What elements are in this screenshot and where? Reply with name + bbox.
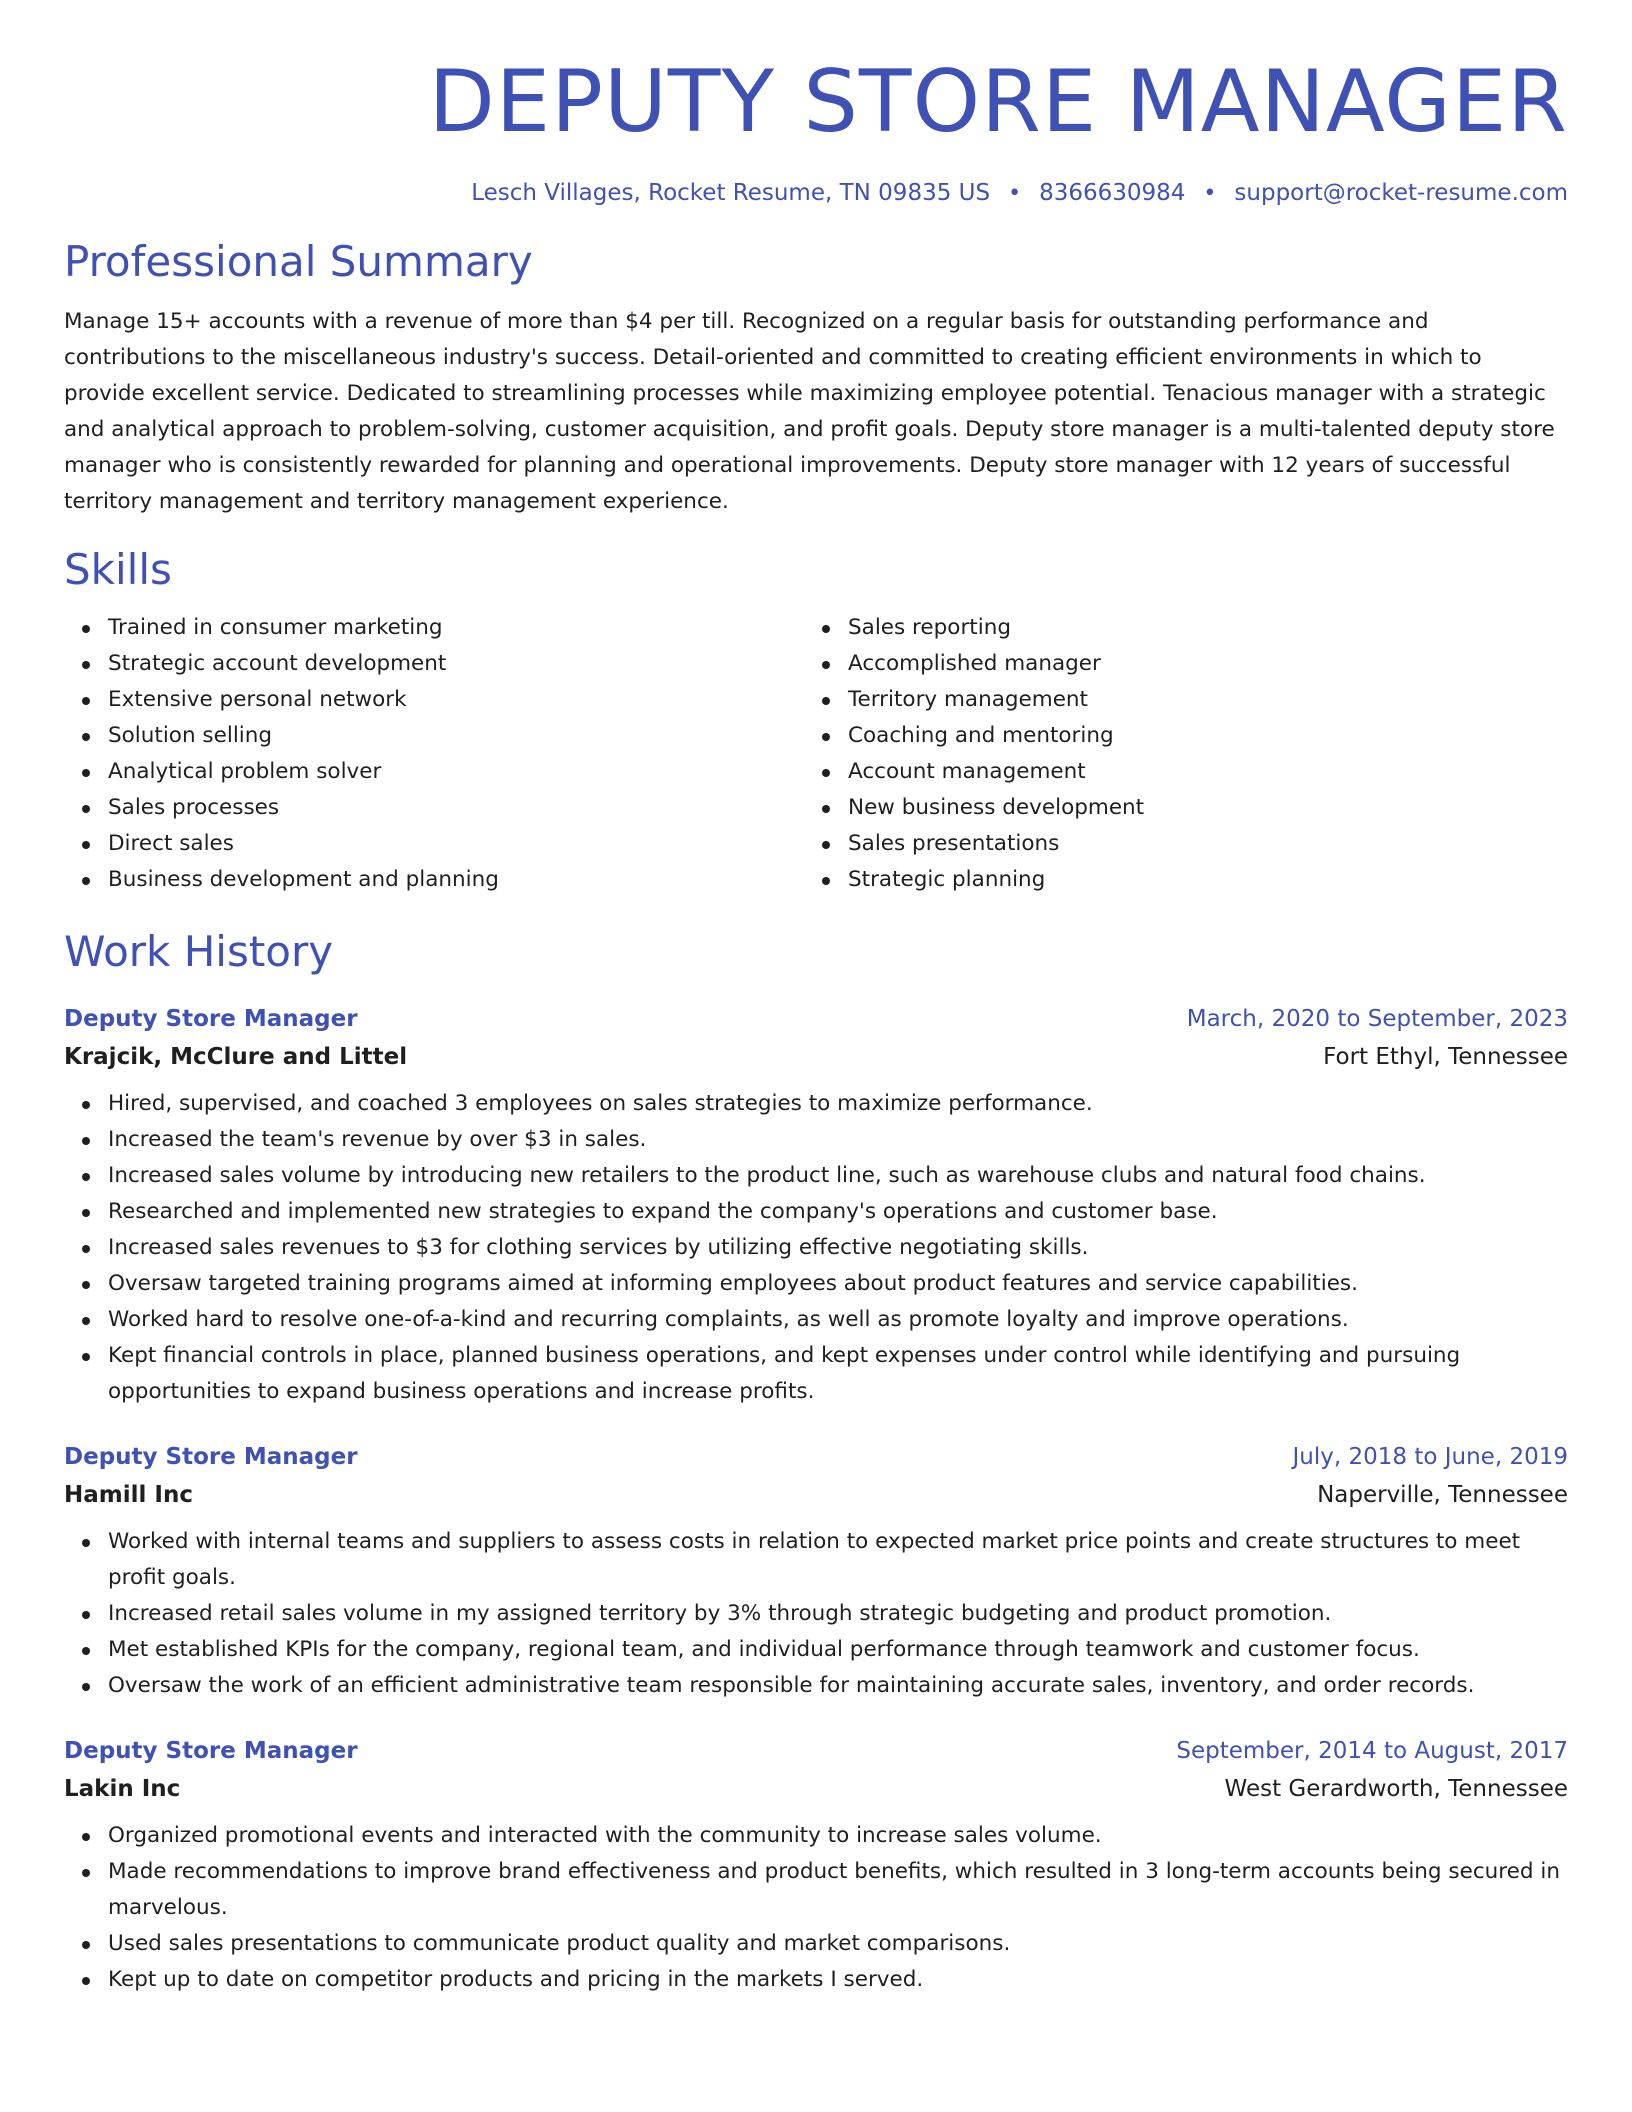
job-bullets <box>64 1818 1568 1998</box>
job-dates: September, 2014 to August, 2017 <box>1176 1738 1568 1764</box>
job-title: Deputy Store Manager <box>64 1006 358 1032</box>
skill-item: Account management <box>848 754 1544 790</box>
job-bullet: Hired, supervised, and coached 3 employees on sales strategies to maximize performance. <box>108 1086 1568 1122</box>
job-bullet: Used sales presentations to communicate product quality and market comparisons. <box>108 1926 1568 1962</box>
separator-dot: • <box>1203 180 1217 206</box>
job-entry <box>64 1000 1568 1410</box>
job-location: Naperville, Tennessee <box>1317 1482 1568 1508</box>
job-company-row <box>64 1770 1568 1808</box>
resume-header <box>64 0 1568 206</box>
job-location: West Gerardworth, Tennessee <box>1224 1776 1568 1802</box>
job-dates: March, 2020 to September, 2023 <box>1186 1006 1568 1032</box>
job-bullet: Researched and implemented new strategies to expand the company's operations and customer base. <box>108 1194 1568 1230</box>
job-bullet: Increased sales volume by introducing new retailers to the product line, such as warehouse clubs and natural food chains. <box>108 1158 1568 1194</box>
skill-item: Accomplished manager <box>848 646 1544 682</box>
job-bullet: Oversaw the work of an efficient administrative team responsible for maintaining accurate sales, inventory, and order records. <box>108 1668 1568 1704</box>
summary-text: Manage 15+ accounts with a revenue of more than $4 per till. Recognized on a regular basis for outstanding performance and contributions to the miscellaneous industry's success. Detail-oriented and committed to creating efficient environments in which to provide excellent service. Dedicated to streamlining processes while maximizing employee potential. Tenacious manager with a strategic and analytical approach to problem-solving, customer acquisition, and profit goals. Deputy store manager is a multi-talented deputy store manager who is consistently rewarded for planning and operational improvements. Deputy store manager with 12 years of successful territory management and territory management experience. <box>64 309 1555 514</box>
job-bullet: Met established KPIs for the company, regional team, and individual performance through teamwork and customer focus. <box>108 1632 1568 1668</box>
job-bullets <box>64 1086 1568 1410</box>
skills-column-right <box>804 610 1544 898</box>
job-title: Deputy Store Manager <box>64 1738 358 1764</box>
skills-list <box>64 610 1568 898</box>
contact-email[interactable]: support@rocket-resume.com <box>1234 180 1568 206</box>
skills-column-left <box>64 610 804 898</box>
contact-phone[interactable]: 8366630984 <box>1039 180 1186 206</box>
skill-item: Direct sales <box>108 826 804 862</box>
job-company: Krajcik, McClure and Littel <box>64 1044 408 1070</box>
skill-item: Sales reporting <box>848 610 1544 646</box>
job-bullet: Kept up to date on competitor products and pricing in the markets I served. <box>108 1962 1568 1998</box>
job-company-row <box>64 1038 1568 1076</box>
skill-item: Trained in consumer marketing <box>108 610 804 646</box>
skill-item: Strategic account development <box>108 646 804 682</box>
job-entry <box>64 1732 1568 1998</box>
job-company: Lakin Inc <box>64 1776 181 1802</box>
job-location: Fort Ethyl, Tennessee <box>1323 1044 1568 1070</box>
candidate-title: DEPUTY STORE MANAGER <box>428 52 1568 152</box>
work-history-heading: Work History <box>64 927 334 976</box>
job-title: Deputy Store Manager <box>64 1444 358 1470</box>
skill-item: Sales processes <box>108 790 804 826</box>
skill-item: Territory management <box>848 682 1544 718</box>
skill-item: Business development and planning <box>108 862 804 898</box>
job-bullet: Oversaw targeted training programs aimed at informing employees about product features and service capabilities. <box>108 1266 1568 1302</box>
job-bullet: Worked with internal teams and suppliers to assess costs in relation to expected market price points and create structures to meet profit goals. <box>108 1524 1568 1596</box>
summary-heading: Professional Summary <box>64 237 533 286</box>
job-header-row <box>64 1438 1568 1476</box>
job-bullet: Organized promotional events and interacted with the community to increase sales volume. <box>108 1818 1568 1854</box>
job-dates: July, 2018 to June, 2019 <box>1292 1444 1568 1470</box>
job-bullet: Increased the team's revenue by over $3 in sales. <box>108 1122 1568 1158</box>
job-bullet: Kept financial controls in place, planned business operations, and kept expenses under control while identifying and pursuing opportunities to expand business operations and increase profits. <box>108 1338 1568 1410</box>
skill-item: New business development <box>848 790 1544 826</box>
contact-address: Lesch Villages, Rocket Resume, TN 09835 US <box>471 180 991 206</box>
job-bullet: Worked hard to resolve one-of-a-kind and recurring complaints, as well as promote loyalty and improve operations. <box>108 1302 1568 1338</box>
skill-item: Extensive personal network <box>108 682 804 718</box>
job-bullet: Made recommendations to improve brand effectiveness and product benefits, which resulted in 3 long-term accounts being secured in marvelous. <box>108 1854 1568 1926</box>
job-header-row <box>64 1000 1568 1038</box>
contact-line <box>64 180 1568 206</box>
job-header-row <box>64 1732 1568 1770</box>
skill-item: Coaching and mentoring <box>848 718 1544 754</box>
separator-dot: • <box>1008 180 1022 206</box>
job-company-row <box>64 1476 1568 1514</box>
skills-heading: Skills <box>64 545 172 594</box>
job-bullet: Increased retail sales volume in my assigned territory by 3% through strategic budgeting and product promotion. <box>108 1596 1568 1632</box>
job-bullets <box>64 1524 1568 1704</box>
skill-item: Strategic planning <box>848 862 1544 898</box>
skill-item: Sales presentations <box>848 826 1544 862</box>
skill-item: Solution selling <box>108 718 804 754</box>
job-bullet: Increased sales revenues to $3 for clothing services by utilizing effective negotiating skills. <box>108 1230 1568 1266</box>
job-company: Hamill Inc <box>64 1482 193 1508</box>
skill-item: Analytical problem solver <box>108 754 804 790</box>
job-entry <box>64 1438 1568 1704</box>
